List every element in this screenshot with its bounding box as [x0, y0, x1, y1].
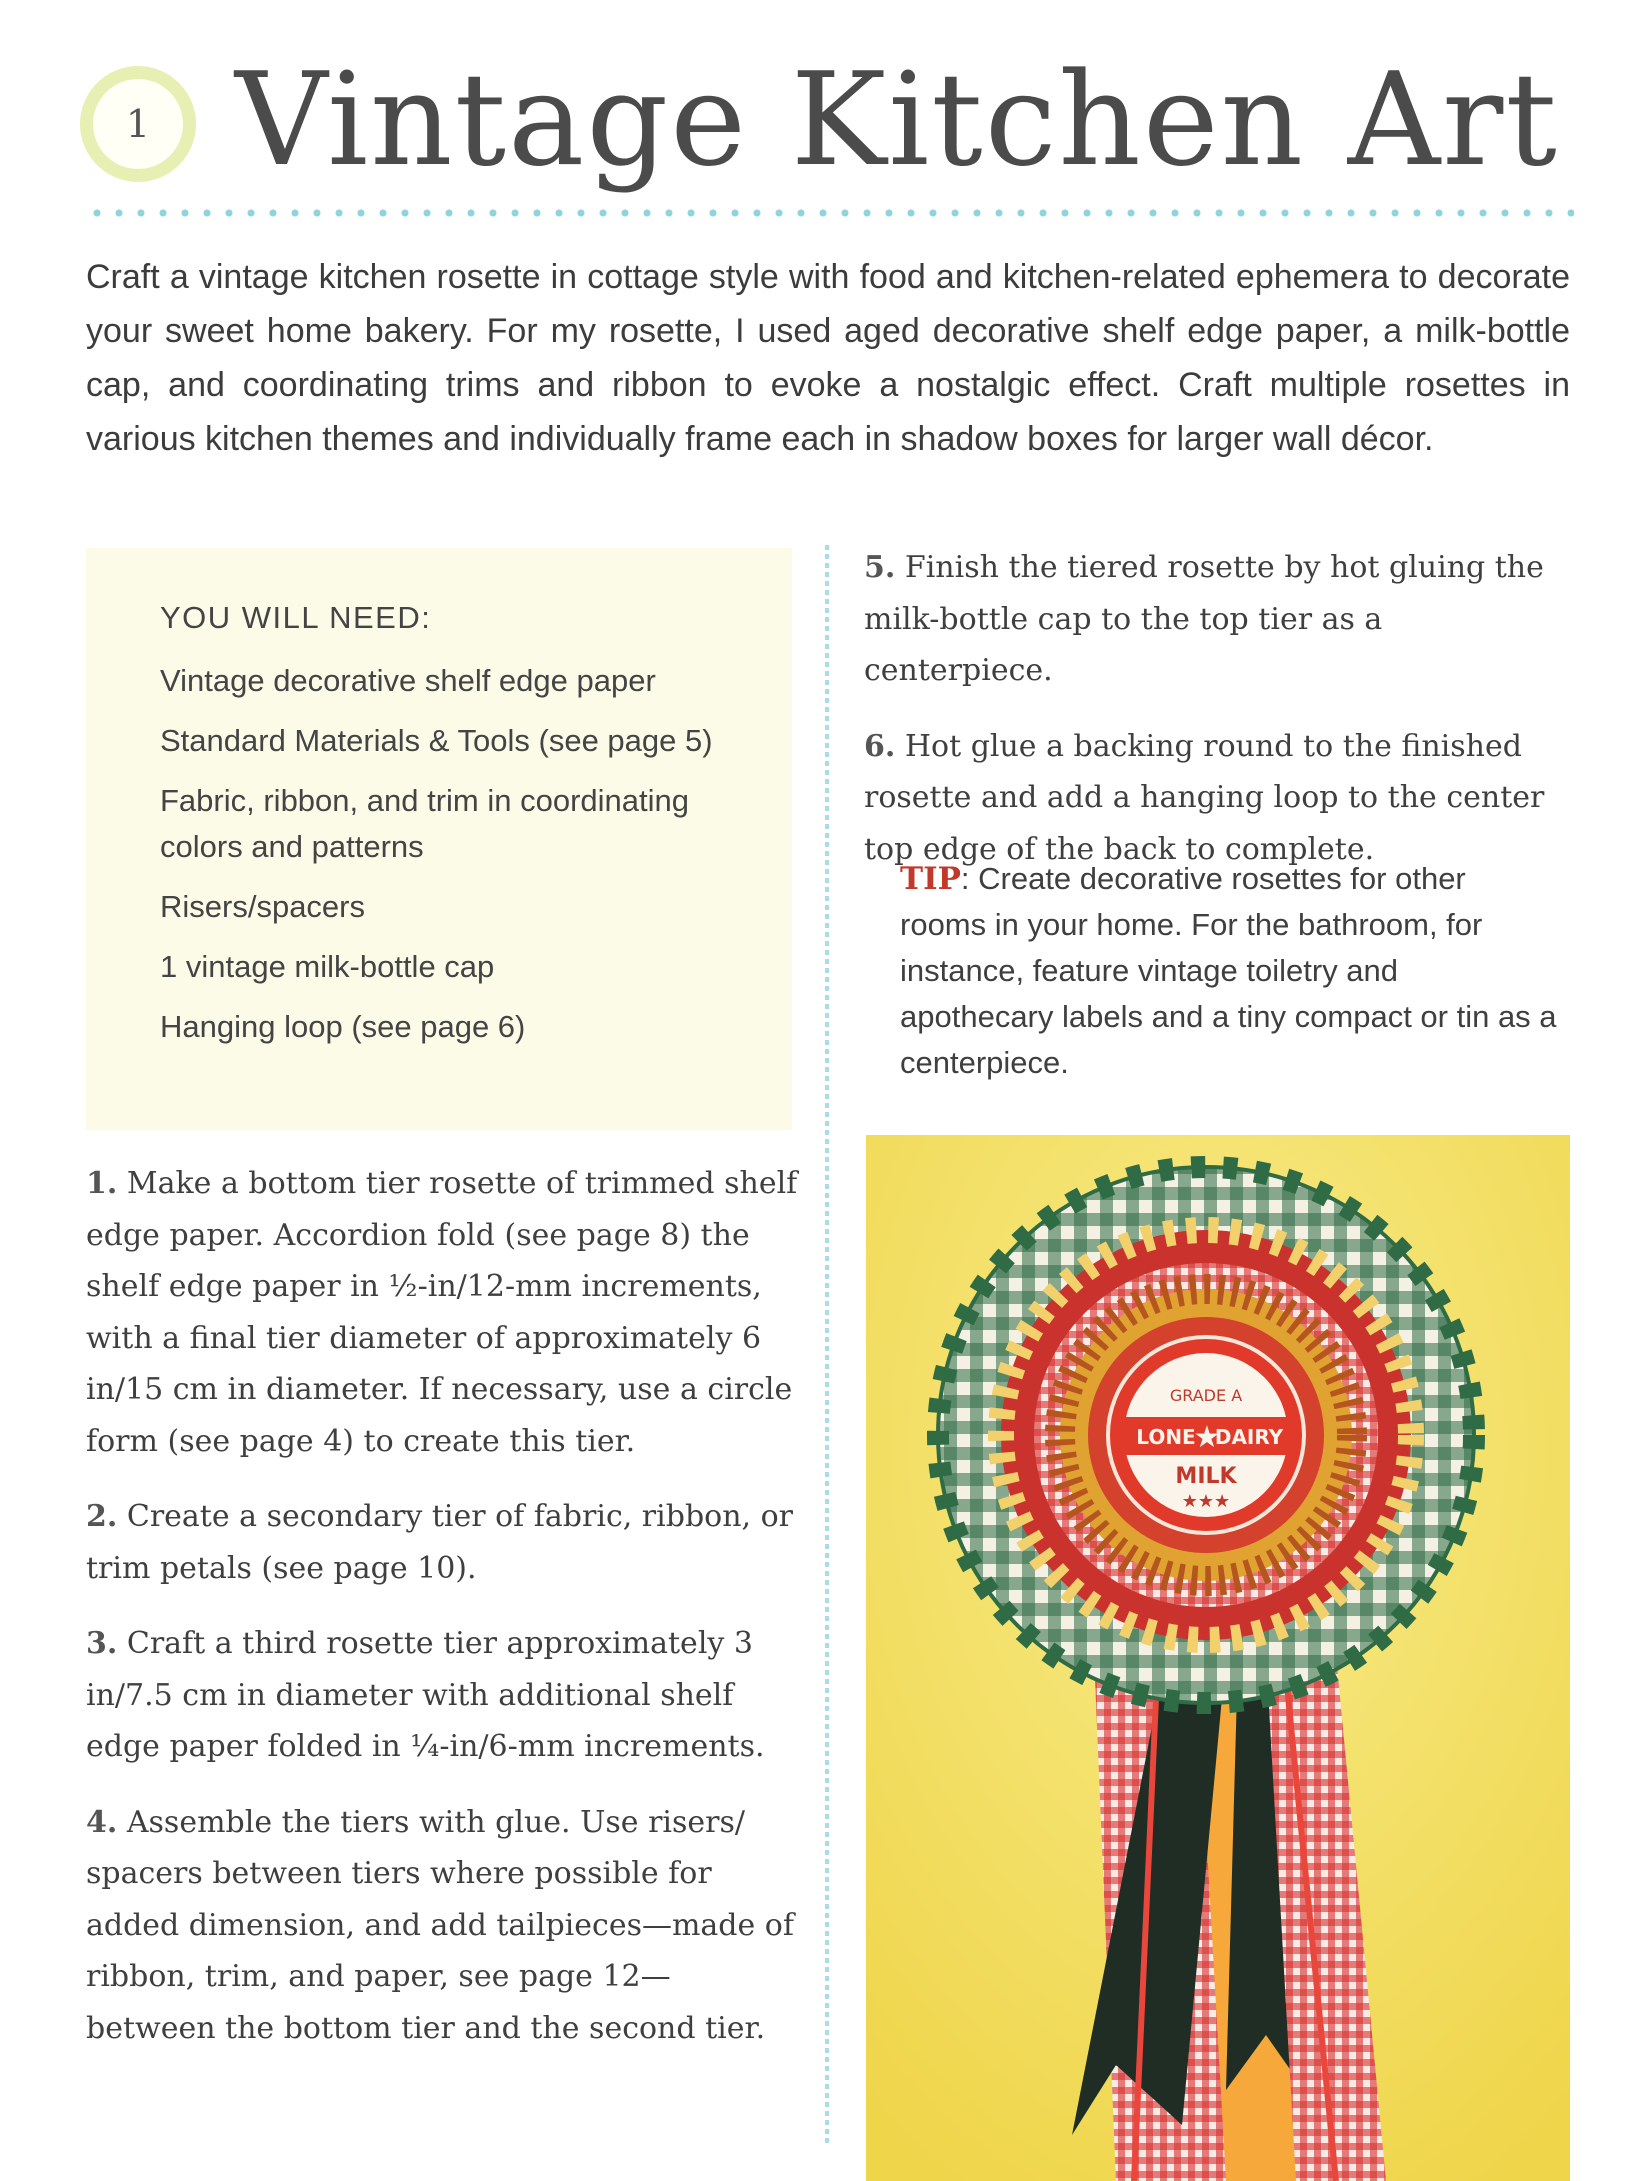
step-number: 5.: [864, 550, 896, 585]
materials-box: [86, 548, 792, 1130]
steps-right-column: [864, 542, 1576, 899]
cap-stars-text: ★★★: [1181, 1491, 1231, 1512]
tip-text: Create decorative rosettes for other rooms in your home. For the bathroom, for instance, feature vintage toiletry and apothecary labels and a tiny compact or tin as a centerpiece.: [900, 861, 1557, 1080]
cap-lone-text: LONE: [1136, 1425, 1196, 1449]
step-text: Make a bottom tier rosette of trimmed shelf edge paper. Accordion fold (see page 8) the shelf edge paper in ½-in/12-mm increments, with a final tier diameter of approximately 6 in/15 cm in diameter. If necessary, use a circle form (see page 4) to create this tier.: [86, 1166, 798, 1459]
rosette-photo: [866, 1135, 1570, 2181]
step-1: [86, 1158, 798, 1467]
step-5: [864, 542, 1576, 697]
steps-left-column: [86, 1158, 798, 2078]
step-number: 1.: [86, 1166, 118, 1201]
tip-note: TIP: Create decorative rosettes for other rooms in your home. For the bathroom, for instance, feature vintage toiletry and apothecary labels and a tiny compact or tin as a centerpiece.: [900, 861, 1557, 1080]
ribbon-tails: [1072, 1655, 1386, 2181]
materials-item: 1 vintage milk-bottle cap: [160, 949, 495, 984]
step-text: Craft a third rosette tier approximately 3 in/7.5 cm in diameter with additional shelf edge paper folded in ¼-in/6-mm increments.: [86, 1626, 765, 1764]
step-text: Assemble the tiers with glue. Use risers/ spacers between tiers where possible for added dimension, and add tailpieces—made of ribbon, trim, and paper, see page 12—between the bottom tier and the second tier.: [86, 1804, 794, 2046]
materials-item: Risers/spacers: [160, 889, 365, 924]
column-divider: [825, 545, 829, 2145]
step-number: 4.: [86, 1804, 118, 1840]
step-number: 3.: [86, 1626, 118, 1661]
materials-heading: YOU WILL NEED:: [160, 600, 432, 635]
page-title: Vintage Kitchen Art: [235, 46, 1559, 195]
step-3: [86, 1618, 798, 1773]
step-4: [86, 1797, 798, 2055]
step-2: [86, 1491, 798, 1594]
step-text: Finish the tiered rosette by hot gluing the milk-bottle cap to the top tier as a centerpiece.: [864, 550, 1544, 688]
cap-dairy-text: DAIRY: [1214, 1425, 1284, 1449]
tip-label: TIP: [900, 861, 961, 897]
intro-paragraph: Craft a vintage kitchen rosette in cottage style with food and kitchen-related ephemera to decorate your sweet home bakery. For my rosette, I used aged decorative shelf edge paper, a milk-bottle cap, and coordinating trims and ribbon to evoke a nostalgic effect. Craft multiple rosettes in various kitchen themes and individually frame each in shadow boxes for larger wall décor.: [86, 258, 1570, 458]
chapter-number-badge: [80, 66, 196, 182]
cap-milk-text: MILK: [1175, 1464, 1237, 1489]
materials-list: [160, 658, 736, 1050]
materials-item: Fabric, ribbon, and trim in coordinating colors and patterns: [160, 783, 689, 864]
cap-star-icon: ★: [1193, 1420, 1221, 1455]
chapter-number: 1: [125, 102, 151, 146]
cap-grade-text: GRADE A: [1169, 1386, 1243, 1405]
step-text: Hot glue a backing round to the finished rosette and add a hanging loop to the center top edge of the back to complete.: [864, 728, 1545, 867]
step-number: 2.: [86, 1499, 118, 1534]
materials-item: Standard Materials & Tools (see page 5): [160, 723, 713, 758]
step-number: 6.: [864, 728, 896, 764]
materials-item: Hanging loop (see page 6): [160, 1009, 526, 1044]
dotted-divider: [86, 208, 1574, 218]
step-6: [864, 721, 1576, 876]
milk-bottle-cap: [1108, 1337, 1304, 1533]
materials-item: Vintage decorative shelf edge paper: [160, 663, 656, 698]
rosette-illustration: [866, 1135, 1570, 2181]
step-text: Create a secondary tier of fabric, ribbon, or trim petals (see page 10).: [86, 1499, 794, 1586]
